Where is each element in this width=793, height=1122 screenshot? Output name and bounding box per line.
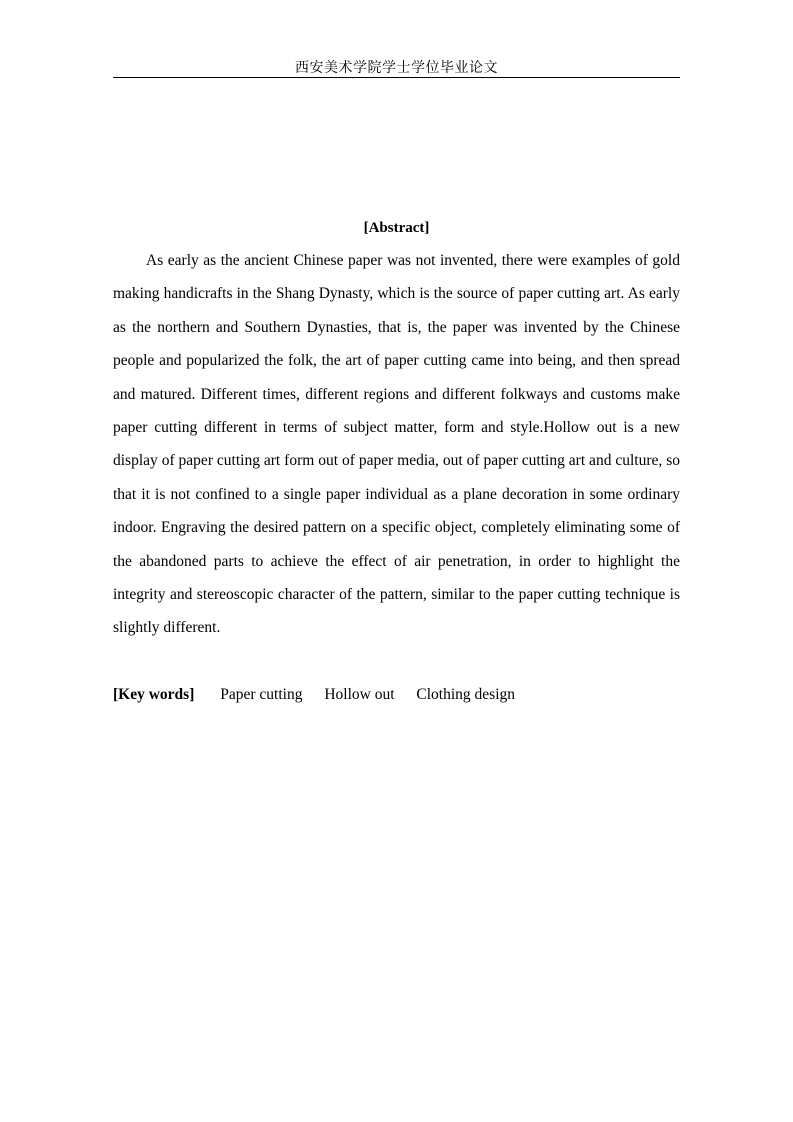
keyword-item: Paper cutting	[220, 686, 303, 703]
keyword-item: Hollow out	[324, 686, 395, 703]
abstract-heading: [Abstract]	[363, 220, 430, 236]
keywords-label: [Key words]	[113, 686, 195, 703]
header-divider	[113, 77, 680, 78]
keyword-item: Clothing design	[416, 686, 516, 703]
abstract-paragraph: As early as the ancient Chinese paper was not invented, there were examples of gold making handicrafts in the Shang Dynasty, which is the source of paper cutting art. As early as the northern and Southern Dynasties, that is, the paper was invented by the Chinese people and popularized the folk, the art of paper cutting came into being, and then spread and matured. Different times, different regions and different folkways and customs make paper cutting different in terms of subject matter, form and style.Hollow out is a new display of paper cutting art form out of paper media, out of paper cutting art and culture, so that it is not confined to a single paper individual as a plane decoration in some ordinary indoor. Engraving the desired pattern on a specific object, completely eliminating some of the abandoned parts to achieve the effect of air penetration, in order to highlight the integrity and stereoscopic character of the pattern, similar to the paper cutting technique is slightly different.	[113, 252, 680, 637]
keywords-line	[113, 685, 680, 705]
running-header: 西安美术学院学士学位毕业论文	[295, 60, 498, 76]
